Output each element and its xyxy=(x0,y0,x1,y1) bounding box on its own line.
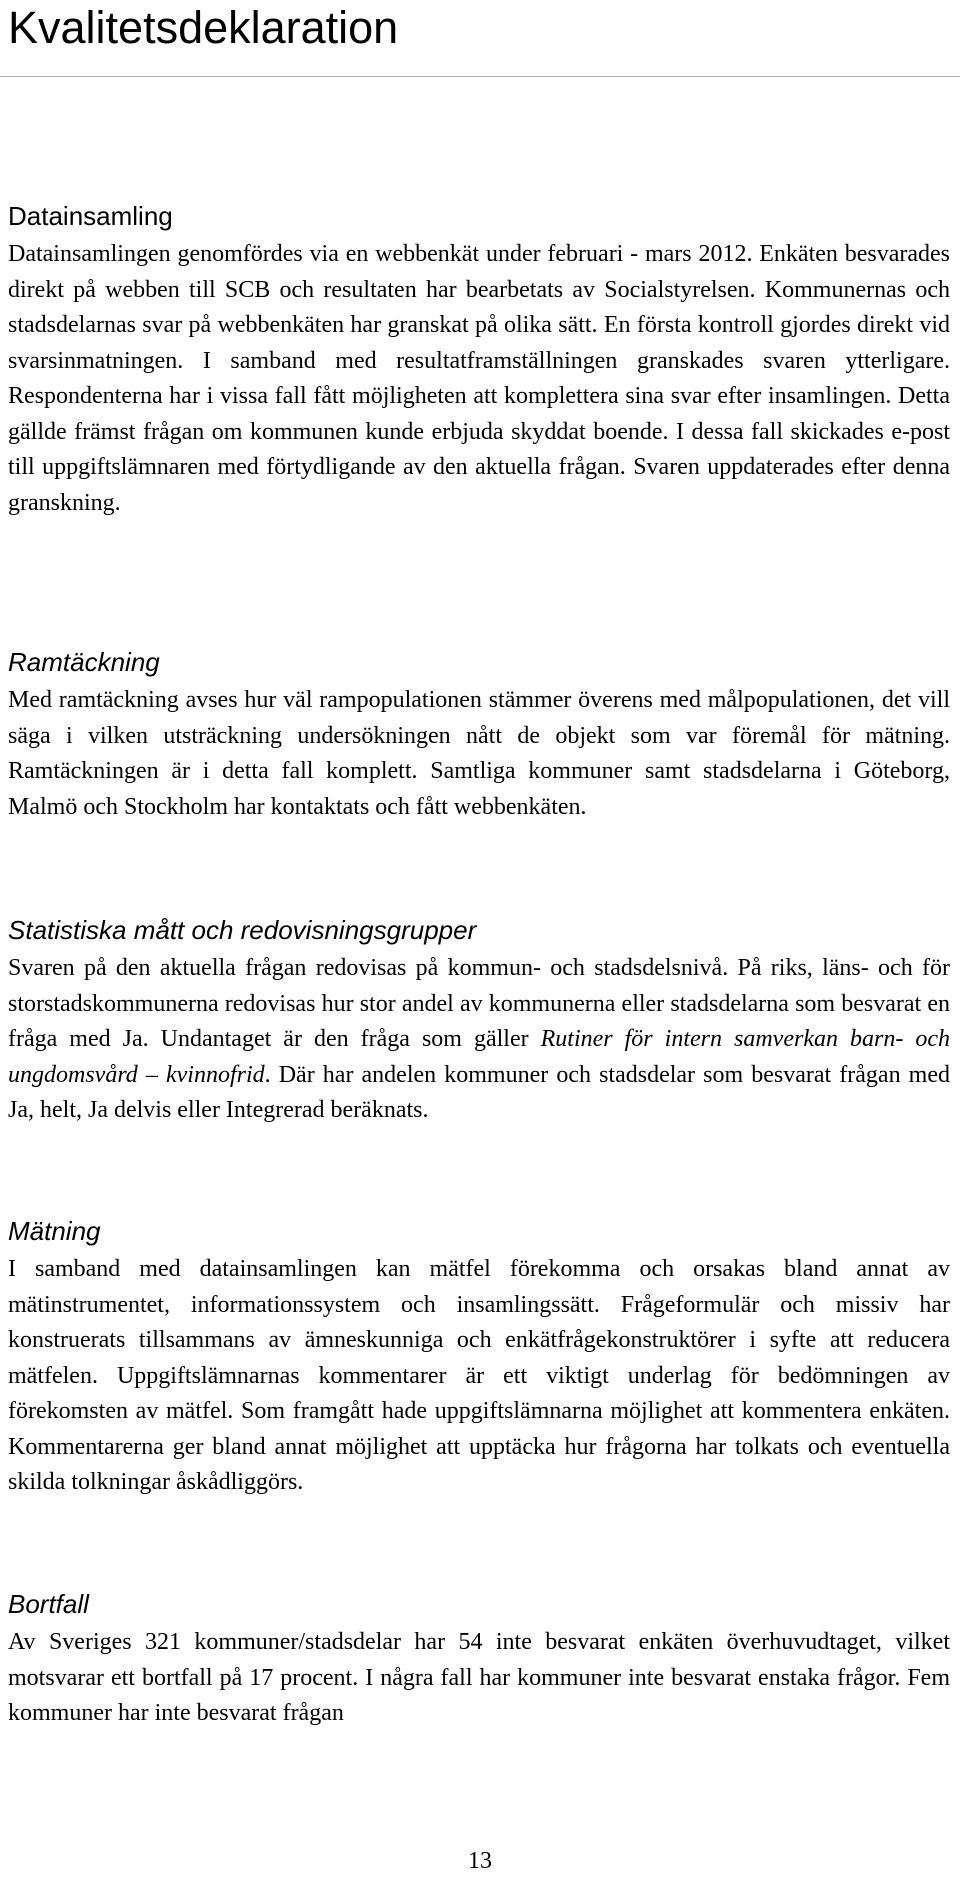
page-number: 13 xyxy=(468,1848,492,1874)
document-title: Kvalitetsdeklaration xyxy=(8,2,399,53)
section-body-matning: I samband med datainsamlingen kan mätfel förekomma och orsakas bland annat av mätinstrumentet, informationssystem och insamlingssätt. Frågeformulär och missiv har konstruerats tillsammans av ämneskunniga och enkätfrågekonstruktörer i syfte att reducera mätfelen. Uppgiftslämnarnas kommentarer är ett viktigt underlag för bedömningen av förekomsten av mätfel. Som framgått hade uppgiftslämnarna möjlighet att kommentera enkäten. Kommentarerna ger bland annat möjlighet att upptäcka hur frågorna har tolkats och eventuella skilda tolkningar åskådliggörs. xyxy=(8,1256,950,1495)
section-statistiska-matt xyxy=(8,913,950,1129)
section-ramtackning xyxy=(8,645,950,825)
section-body-ramtackning: Med ramtäckning avses hur väl rampopulationen stämmer överens med målpopulationen, det vill säga i vilken utsträckning undersökningen nått de objekt som var föremål för mätning. Ramtäckningen är i detta fall komplett. Samtliga kommuner samt stadsdelarna i Göteborg, Malmö och Stockholm har kontaktats och fått webbenkäten. xyxy=(8,687,950,820)
section-heading-bortfall: Bortfall xyxy=(8,1589,89,1619)
section-heading-statistiska-matt: Statistiska mått och redovisningsgrupper xyxy=(8,915,477,945)
section-heading-datainsamling: Datainsamling xyxy=(8,201,173,231)
section-bortfall xyxy=(8,1587,950,1732)
body-text-after-emphasis: . Där har andelen kommuner och stadsdelar som besvarat frågan med Ja, helt, Ja delvis eller Integrerad beräknats. xyxy=(8,1061,951,1123)
section-datainsamling xyxy=(8,199,950,521)
section-body-datainsamling: Datainsamlingen genomfördes via en webbenkät under februari - mars 2012. Enkäten besvarades direkt på webben till SCB och resultaten har bearbetats av Socialstyrelsen. Kommunernas och stadsdelarnas svar på webbenkäten har granskat på olika sätt. En första kontroll gjordes direkt vid svarsinmatningen. I samband med resultatframställningen granskades svaren ytterligare. Respondenterna har i vissa fall fått möjligheten att komplettera sina svar efter insamlingen. Detta gällde främst frågan om kommunen kunde erbjuda skyddat boende. I dessa fall skickades e-post till uppgiftslämnaren med förtydligande av den aktuella frågan. Svaren uppdaterades efter denna granskning. xyxy=(8,241,950,516)
section-body-statistiska-matt xyxy=(8,951,950,1129)
title-divider xyxy=(0,76,960,77)
body-text-emphasis: Rutiner för intern samverkan barn- och ungdomsvård – kvinnofrid xyxy=(8,1026,950,1088)
section-heading-ramtackning: Ramtäckning xyxy=(8,647,160,677)
section-body-bortfall: Av Sveriges 321 kommuner/stadsdelar har 54 inte besvarat enkäten överhuvudtaget, vilket motsvarar ett bortfall på 17 procent. I några fall har kommuner inte besvarat enstaka frågor. Fem kommuner har inte besvarat frågan xyxy=(8,1629,950,1726)
section-heading-matning: Mätning xyxy=(8,1216,101,1246)
section-matning xyxy=(8,1214,950,1501)
body-text-before-emphasis: Svaren på den aktuella frågan redovisas på kommun- och stadsdelsnivå. På riks, läns- och för storstadskommunerna redovisas hur stor andel av kommunerna eller stadsdelarna som besvarat en fråga med Ja. Undantaget är den fråga som gäller xyxy=(8,955,950,1052)
